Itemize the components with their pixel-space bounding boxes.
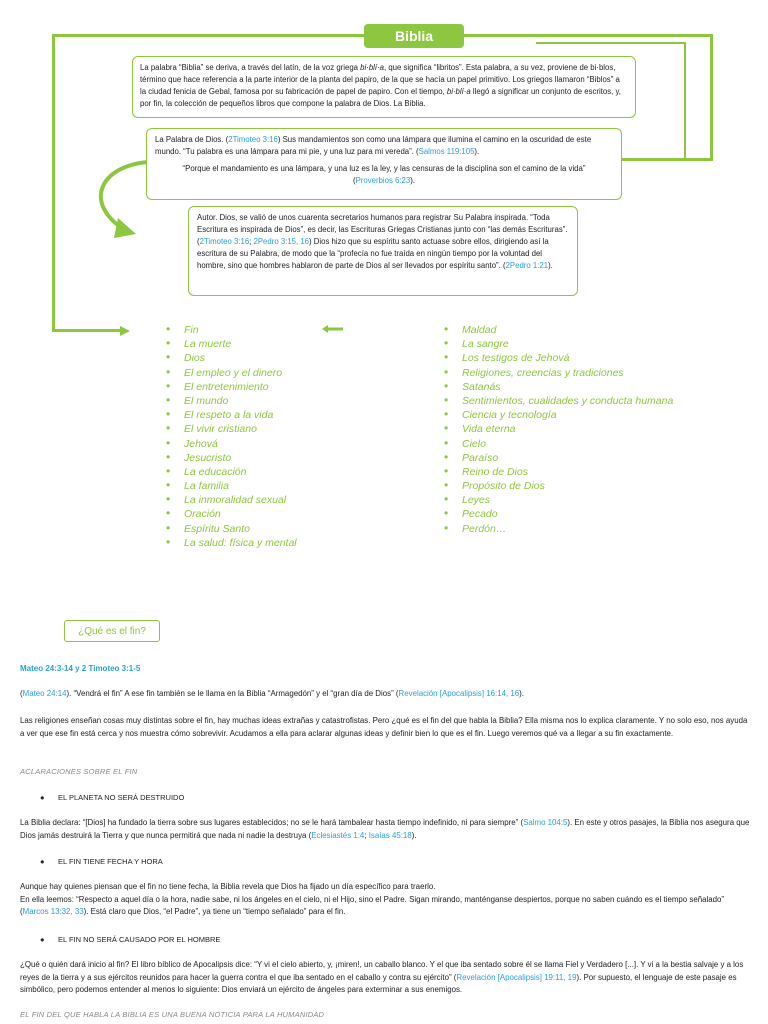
paragraph-date xyxy=(20,881,750,919)
author-text-b: ) Dios hizo que su espíritu santo actuase sobre ellos, dirigiendo así la escritura de su Palabra, de modo que la “profecía no fue traída en ningún tiempo por la voluntad del hombre, sino que hombres hablaron de parte de Dios al ser llevados por espíritu santo”. ( xyxy=(197,237,549,270)
topic-link[interactable]: • Vida eterna xyxy=(444,421,673,435)
topic-link[interactable]: • La familia xyxy=(166,478,297,492)
etymology-text-a: La palabra “Biblia” se deriva, a través del latín, de la voz griega xyxy=(140,63,361,72)
bullet-heading-date xyxy=(40,857,163,866)
page-title: Biblia xyxy=(364,24,464,48)
paragraph-end-names xyxy=(20,688,750,701)
scripture-link[interactable]: Marcos 13:32, 33 xyxy=(22,907,84,916)
connector-right-bottom xyxy=(620,158,713,161)
topic-link[interactable]: • Fin xyxy=(166,322,297,336)
word-of-god-text-c: ). xyxy=(474,147,480,156)
scripture-link[interactable]: Salmo 104:5 xyxy=(523,818,568,827)
connector-top-right xyxy=(464,34,712,37)
para5-text-b: ). Por supuesto, el lenguaje de este pasaje es simbólico, pero podemos entender al menos lo siguiente: Dios enviará un ejército de ángeles para exterminar a sus enemigos. xyxy=(20,972,737,994)
topic-link[interactable]: • El empleo y el dinero xyxy=(166,365,297,379)
topic-link[interactable]: • El mundo xyxy=(166,393,297,407)
para1-text-b: ). “Vendrá el fin” A ese fin también se le llama en la Biblia “Armagedón” y el “gran día de Dios” ( xyxy=(66,689,399,698)
topic-link[interactable]: • Oración xyxy=(166,506,297,520)
topic-link[interactable]: • Jehová xyxy=(166,436,297,450)
proverbs-paren-close: ). xyxy=(410,176,415,185)
topic-link[interactable]: • Leyes xyxy=(444,492,673,506)
topic-link[interactable]: • Satanás xyxy=(444,379,673,393)
word-of-god-text-a: La Palabra de Dios. ( xyxy=(155,135,229,144)
topic-link[interactable]: • Religiones, creencias y tradiciones xyxy=(444,365,673,379)
topic-link[interactable]: • La sangre xyxy=(444,336,673,350)
author-separator: ; xyxy=(249,237,254,246)
para5-text-a: ¿Qué o quién dará inicio al fin? El libro bíblico de Apocalipsis dice: “Y vi el cielo abierto, y, ¡miren!, un caballo blanco. Y el que iba sentado sobre él se llama Fiel y Verdadero [...]. Y vi a la bestia salvaje y a los reyes de la tierra y a sus ejércitos reunidos para hacer la guerra contra el que iba sentado en el caballo y contra su ejército” ( xyxy=(20,960,744,982)
scripture-link[interactable]: Proverbios 6:23 xyxy=(355,176,411,185)
topics-list-left xyxy=(166,322,297,549)
question-button[interactable]: ¿Qué es el fin? xyxy=(64,620,160,642)
scripture-link[interactable]: Eclesiastés 1:4 xyxy=(311,830,365,840)
etymology-term-1: bi·blí·a xyxy=(360,63,385,72)
connector-top-left xyxy=(52,34,364,37)
scripture-link[interactable]: Mateo 24:14 xyxy=(22,689,67,698)
topic-link[interactable]: • Maldad xyxy=(444,322,673,336)
topic-link[interactable]: • Espíritu Santo xyxy=(166,521,297,535)
para3-text-a: La Biblia declara: “[Dios] ha fundado la tierra sobre sus lugares establecidos; no se le hará tambalear hasta tiempo indefinido, ni para siempre” ( xyxy=(20,818,524,827)
para1-text-c: ). xyxy=(519,689,524,698)
proverbs-paren-open: ( xyxy=(353,176,356,185)
para3-separator: ; xyxy=(364,830,369,840)
paragraph-planet xyxy=(20,817,750,842)
word-of-god-text-b: ) Sus mandamientos son como una lámpara que ilumina el camino en la oscuridad de este mundo. “Tu palabra es una lámpara para mi pie, y una luz para mi vereda”. ( xyxy=(155,135,592,156)
arrow-right-icon xyxy=(118,324,132,338)
topic-link[interactable]: • Jesucristo xyxy=(166,450,297,464)
section-label-clarifications: ACLARACIONES SOBRE EL FIN xyxy=(20,767,138,776)
topic-link[interactable]: • Pecado xyxy=(444,506,673,520)
bullet-heading-planet xyxy=(40,793,184,802)
connector-inner-right xyxy=(684,42,686,160)
connector-inner-top xyxy=(536,42,686,44)
proverbs-quote xyxy=(155,163,613,187)
topic-link[interactable]: • El vivir cristiano xyxy=(166,421,297,435)
topic-link[interactable]: • Propósito de Dios xyxy=(444,478,673,492)
scripture-link[interactable]: 2Pedro 3:15, 16 xyxy=(253,237,310,246)
proverbs-quote-text: “Porque el mandamiento es una lámpara, y una luz es la ley, y las censuras de la disciplina son el camino de la vida” xyxy=(182,164,586,173)
connector-bottom-left xyxy=(52,329,122,332)
etymology-box xyxy=(132,56,636,118)
para4-text-a: En ella leemos: “Respecto a aquel día o la hora, nadie sabe, ni los ángeles en el cielo, ni el Hijo, sino el Padre. Sigan mirando, manténganse despiertos, porque no saben cuándo es el tiempo señalado” ( xyxy=(20,894,725,916)
topic-link[interactable]: • Sentimientos, cualidades y conducta humana xyxy=(444,393,673,407)
bullet-heading-not-man xyxy=(40,935,220,944)
bullet-heading-text: EL PLANETA NO SERÁ DESTRUIDO xyxy=(58,793,185,802)
author-text-a: Autor. Dios, se valió de unos cuarenta secretarios humanos para registrar Su Palabra inspirada. “Toda Escritura es inspirada de Dios”, es decir, las Escrituras Griegas Cristianas junto con “las demás Escrituras”. ( xyxy=(197,213,568,246)
topic-link[interactable]: • Los testigos de Jehová xyxy=(444,350,673,364)
topic-link[interactable]: • Paraíso xyxy=(444,450,673,464)
topic-link[interactable]: • La salud: física y mental xyxy=(166,535,297,549)
bullet-dot: ● xyxy=(40,935,45,944)
connector-left-vertical xyxy=(52,34,55,332)
author-box xyxy=(188,206,578,296)
etymology-text-e: llegó a significar un conjunto de escritos, y, por fin, la colección de pequeños libros que compone la palabra de Dios. La Biblia. xyxy=(140,87,621,108)
paragraph-not-man xyxy=(20,959,750,997)
scripture-link[interactable]: Revelación [Apocalipsis] 16:14, 16 xyxy=(398,689,520,698)
word-of-god-paragraph xyxy=(155,134,613,158)
topic-link[interactable]: • Cielo xyxy=(444,436,673,450)
scripture-link[interactable]: Isaías 45:18 xyxy=(368,830,412,840)
topic-link[interactable]: • El respeto a la vida xyxy=(166,407,297,421)
para4-line1: Aunque hay quienes piensan que el fin no tiene fecha, la Biblia revela que Dios ha fijado un día específico para traerlo. xyxy=(20,882,436,891)
para3-text-c: ). xyxy=(411,830,417,840)
scripture-link[interactable]: Revelación [Apocalipsis] 19:11, 19 xyxy=(456,972,577,982)
scripture-link[interactable]: Salmos 119:105 xyxy=(418,147,475,156)
etymology-text-c: , que significa “libritos”. Esta palabra, a su vez, proviene de bi·blos, término que hace referencia a la parte interior de la planta del papiro, de la que se hacía un papel primitivo. Los griegos llamaron “Biblos” a la ciudad fenicia de Gebal, famosa por su fabricación de papel de papiro. Con el tiempo, xyxy=(140,63,620,96)
topic-link[interactable]: • El entretenimiento xyxy=(166,379,297,393)
reference-heading: Mateo 24:3-14 y 2 Timoteo 3:1-5 xyxy=(20,664,141,673)
topic-link[interactable]: • La educación xyxy=(166,464,297,478)
para1-text-a: ( xyxy=(20,689,23,698)
topic-link[interactable]: • Perdón… xyxy=(444,521,673,535)
bullet-heading-text: EL FIN TIENE FECHA Y HORA xyxy=(58,857,163,866)
topic-link[interactable]: • Reino de Dios xyxy=(444,464,673,478)
topic-link[interactable]: • La muerte xyxy=(166,336,297,350)
scripture-link[interactable]: 2Timoteo 3:16 xyxy=(199,237,250,246)
topic-link[interactable]: • Dios xyxy=(166,350,297,364)
paragraph-religions: Las religiones enseñan cosas muy distintas sobre el fin, hay muchas ideas extrañas y catastrofistas. Pero ¿qué es el fin del que habla la Biblia? Ella misma nos lo explica claramente. Y no solo eso, nos ayuda a ver que ese fin está cerca y nos muestra cómo sobrevivir. Acudamos a ella para aclarar algunas ideas y definir bien lo que es el fin. Luego veremos qué va a llegar a su fin exactamente. xyxy=(20,716,748,738)
bullet-dot: ● xyxy=(40,793,45,802)
author-text-c: ). xyxy=(548,261,553,270)
scripture-link[interactable]: 2Timoteo 3:16 xyxy=(228,135,278,144)
connector-right-vertical xyxy=(710,34,713,161)
arrow-left-icon xyxy=(322,324,344,334)
topic-link[interactable]: • La inmoralidad sexual xyxy=(166,492,297,506)
scripture-link[interactable]: 2Pedro 1:21 xyxy=(505,261,549,270)
para3-text-b: ). En este y otros pasajes, la Biblia nos asegura que Dios jamás destruirá la Tierra y que nunca permitirá que nada ni nadie la destruya ( xyxy=(20,818,750,840)
para4-text-b: ). Está claro que Dios, “el Padre”, ya tiene un “tiempo señalado” para el fin. xyxy=(83,907,346,916)
etymology-term-2: bi·blí·a xyxy=(446,87,471,96)
word-of-god-box xyxy=(146,128,622,200)
bullet-dot: ● xyxy=(40,857,45,866)
section-label-good-news: EL FIN DEL QUE HABLA LA BIBLIA ES UNA BUENA NOTICIA PARA LA HUMANIDAD xyxy=(20,1010,325,1019)
bullet-heading-text: EL FIN NO SERÁ CAUSADO POR EL HOMBRE xyxy=(58,935,221,944)
topic-link[interactable]: • Ciencia y tecnología xyxy=(444,407,673,421)
topics-list-right xyxy=(444,322,673,535)
